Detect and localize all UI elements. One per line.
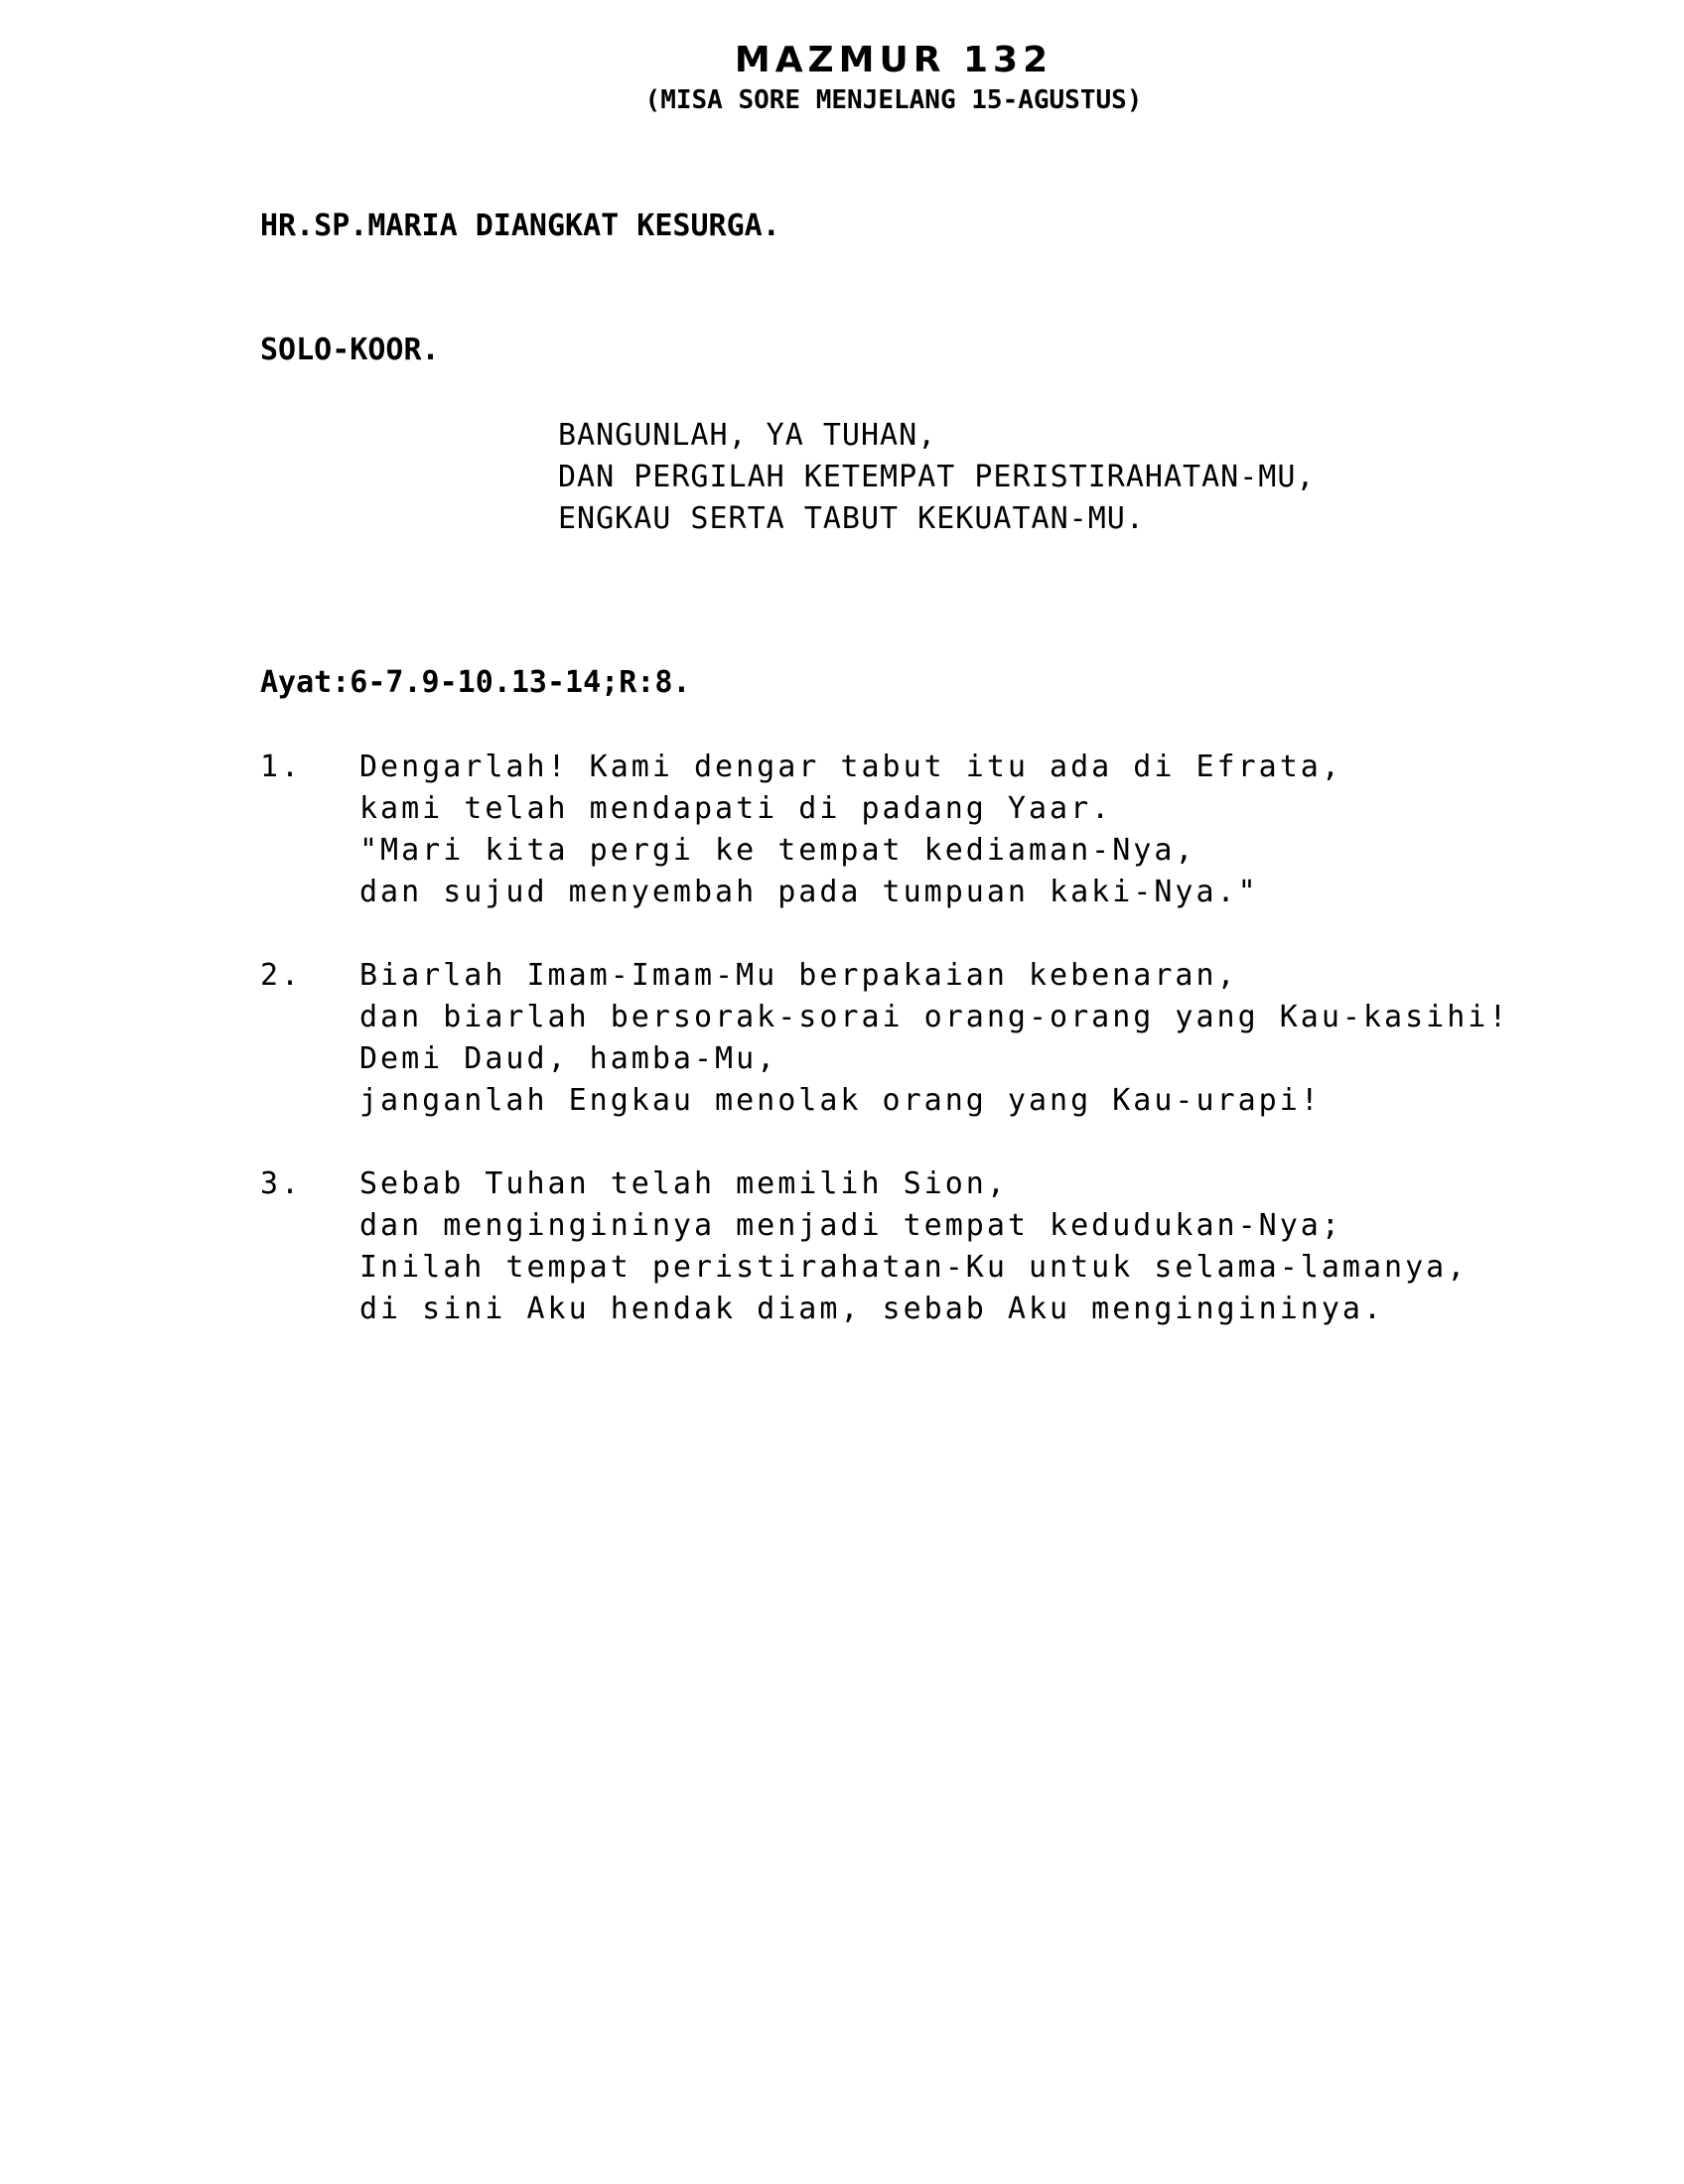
role-label: SOLO-KOOR. [260,333,440,367]
refrain-block [558,415,1315,540]
verse-line: kami telah mendapati di padang Yaar. [359,791,1113,826]
verse-line: dan biarlah bersorak-sorai orang-orang yang Kau-kasihi! [359,1000,1510,1034]
verse-line: dan mengingininya menjadi tempat kedudukan-Nya; [359,1208,1342,1243]
verse-line: Demi Daud, hamba-Mu, [359,1041,778,1076]
verse-number: 3. [260,1166,303,1201]
verse-lines [359,955,1509,1122]
refrain-line: BANGUNLAH, YA TUHAN, [558,418,937,453]
verse-line: Inilah tempat peristirahatan-Ku untuk selama-lamanya, [359,1250,1469,1285]
verse-line: dan sujud menyembah pada tumpuan kaki-Nya." [359,875,1259,909]
verse-lines [359,1163,1468,1330]
page-title: MAZMUR 132 [734,40,1053,80]
verse-reference: Ayat:6-7.9-10.13-14;R:8. [260,665,691,700]
verse-line: Dengarlah! Kami dengar tabut itu ada di Efrata, [359,750,1342,784]
verse-item [260,955,1509,1122]
verse-line: di sini Aku hendak diam, sebab Aku mengingininya. [359,1292,1385,1326]
feast-heading: HR.SP.MARIA DIANGKAT KESURGA. [260,208,780,243]
verse-lines [359,747,1342,913]
verse-number: 2. [260,958,303,993]
verse-line: janganlah Engkau menolak orang yang Kau-urapi! [359,1083,1322,1118]
verse-line: "Mari kita pergi ke tempat kediaman-Nya, [359,833,1196,868]
refrain-line: DAN PERGILAH KETEMPAT PERISTIRAHATAN-MU, [558,460,1316,494]
page-subtitle: (MISA SORE MENJELANG 15-AGUSTUS) [644,85,1143,115]
verse-number: 1. [260,750,303,784]
verses-list [260,747,1509,1372]
verse-item [260,1163,1509,1330]
verse-line: Sebab Tuhan telah memilih Sion, [359,1166,1008,1201]
verse-item [260,747,1509,913]
verse-line: Biarlah Imam-Imam-Mu berpakaian kebenaran, [359,958,1238,993]
refrain-line: ENGKAU SERTA TABUT KEKUATAN-MU. [558,501,1145,536]
